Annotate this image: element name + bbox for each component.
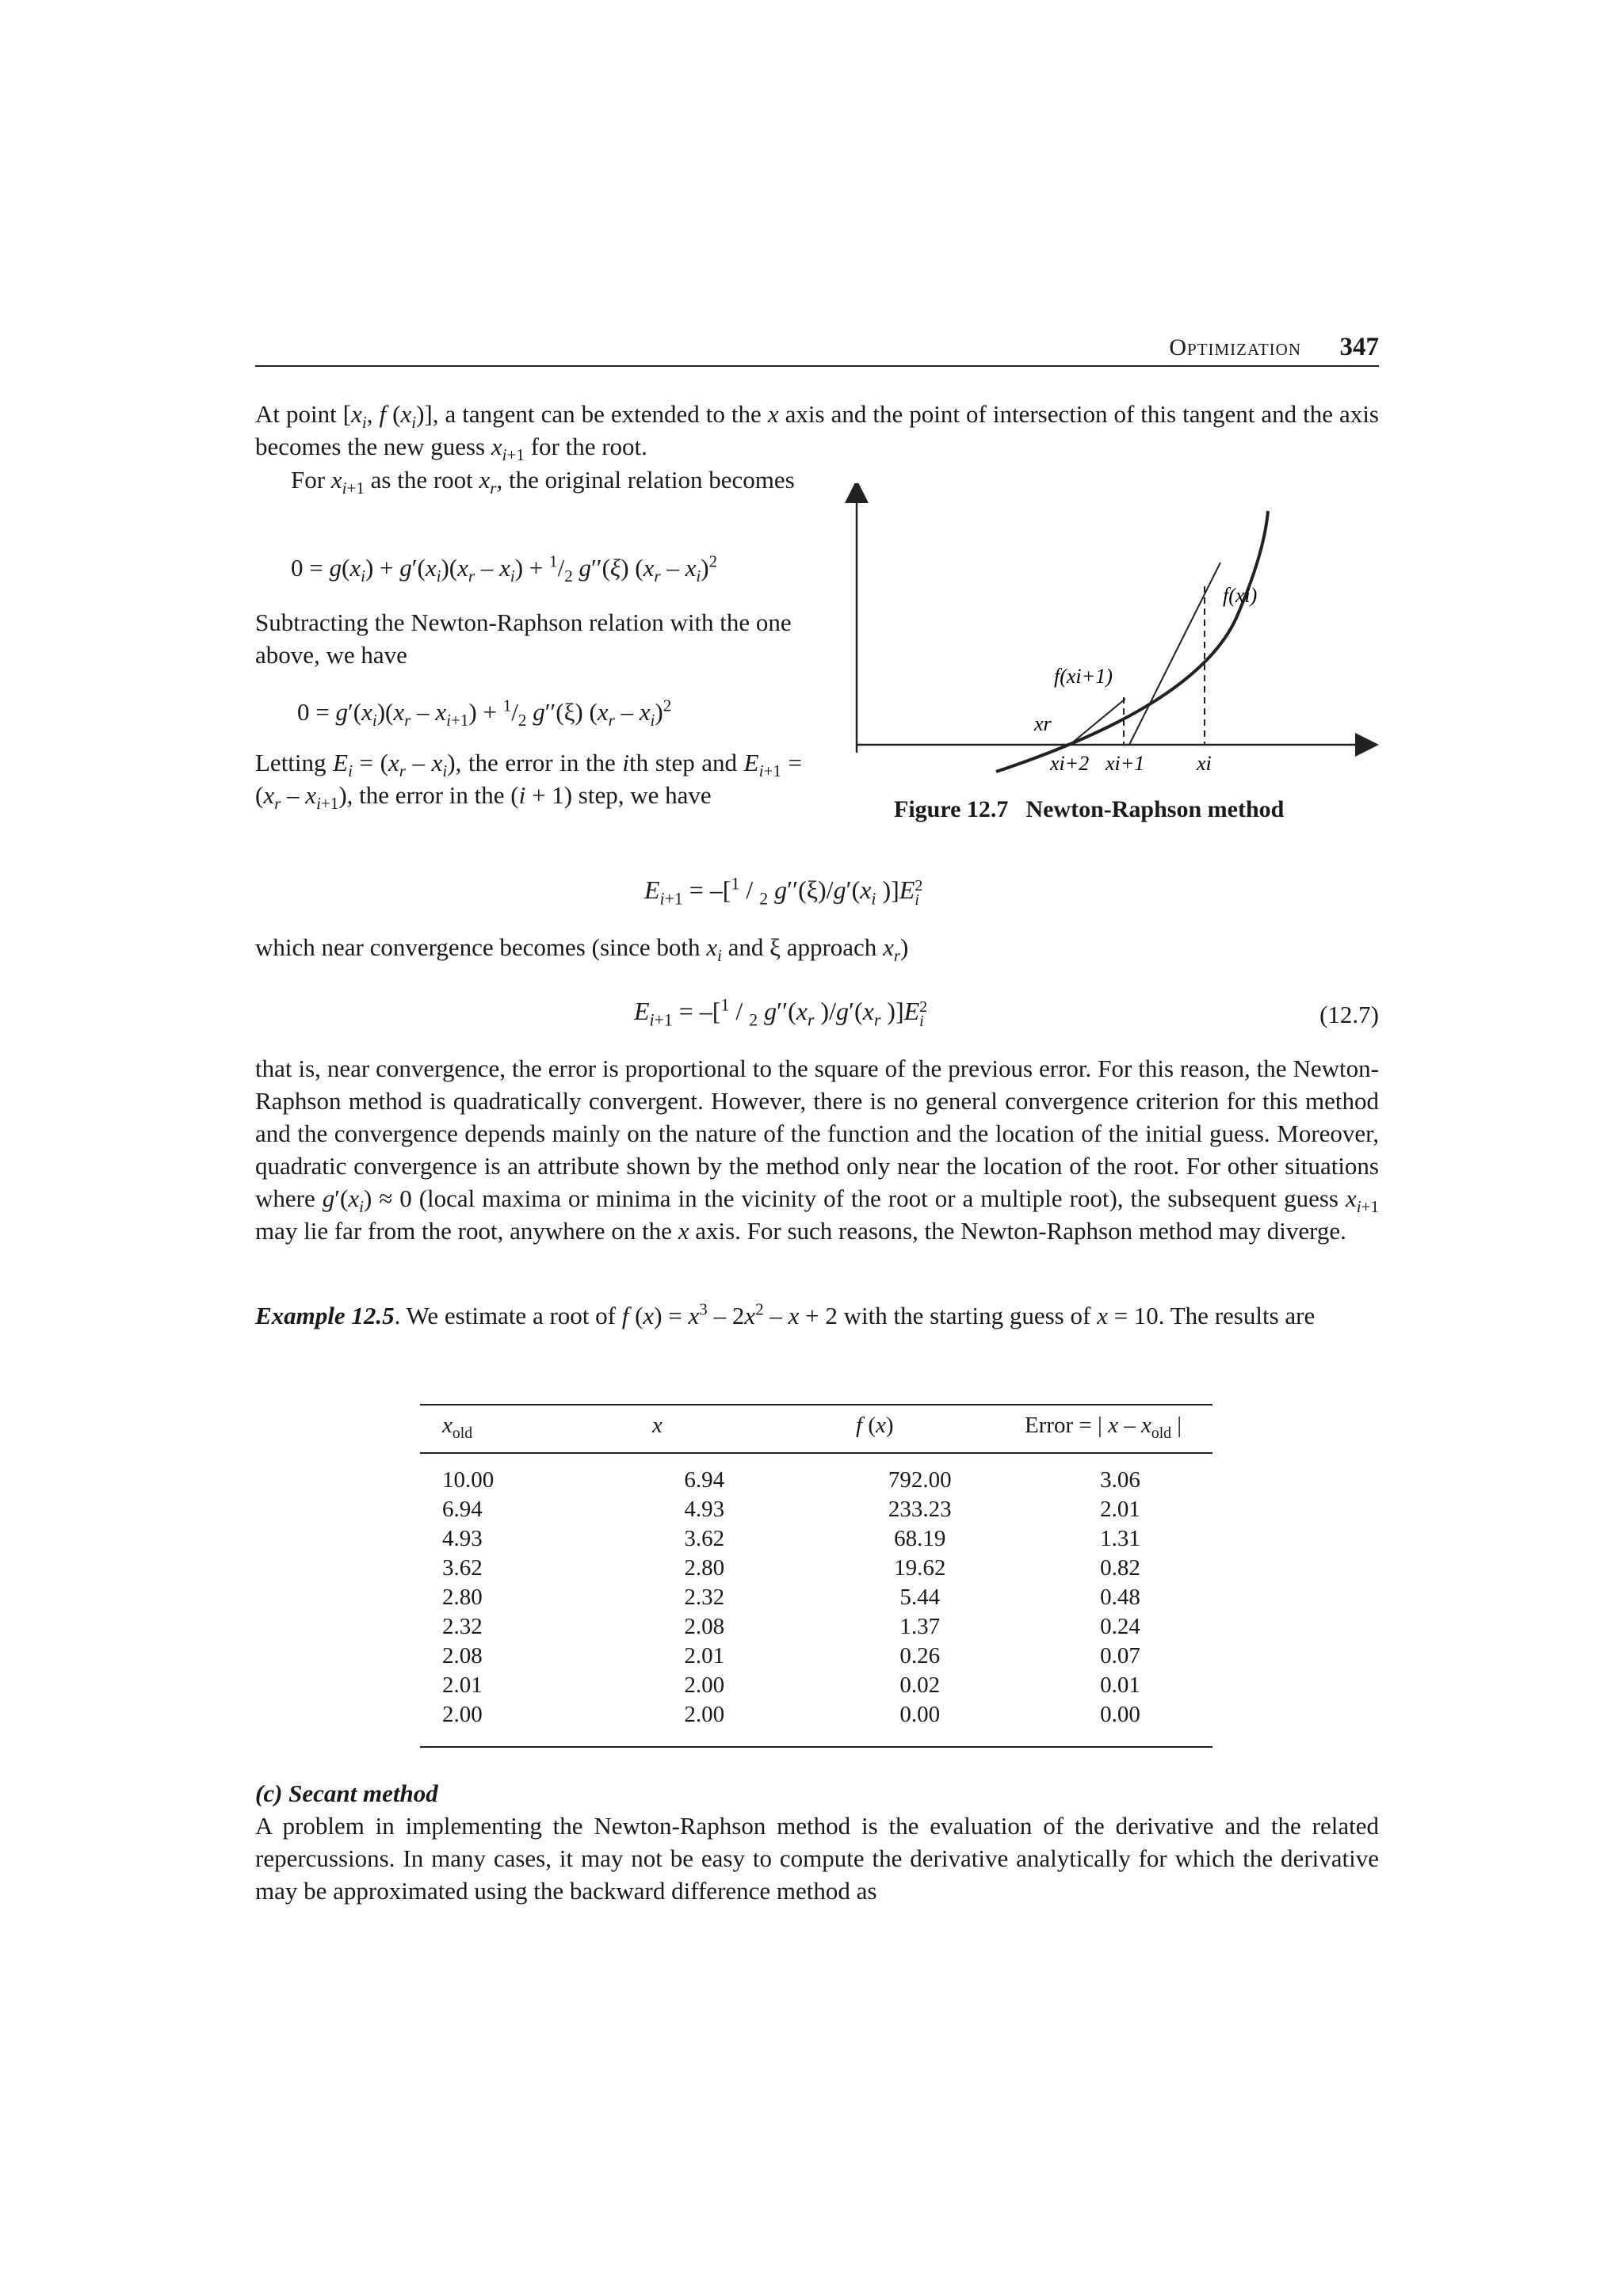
example-12-5: Example 12.5. We estimate a root of f $(x) = x^3 - 2x^2 - x + 2$ with the starting guess of x = 10. The results are (255, 1299, 1316, 1329)
results-table (420, 1466, 1212, 1730)
table-cell: 4.93 (442, 1526, 483, 1551)
table-cell: 2.01 (1100, 1497, 1140, 1522)
equation-12-7: $E_{i+1} = -[^1 / _2$ $g''(x_r$ )$/g'(x_r$ )]E 2 i (634, 995, 928, 1030)
running-header (255, 333, 1379, 369)
table-cell: 6.94 (684, 1467, 725, 1493)
table-cell: 1.37 (899, 1614, 941, 1639)
paragraph-root-relation: For $x_{i+1}$ as the root $x_r$, the original relation becomes (291, 466, 795, 498)
table-row (420, 1700, 1212, 1730)
paragraph-near-convergence: which near convergence becomes (since both $x_i$ and ξ approach $x_r$) (255, 933, 909, 966)
table-cell: 0.26 (899, 1643, 941, 1669)
paragraph-subtracting: Subtracting the Newton-Raphson relation with the one above, we have (255, 608, 792, 669)
table-cell: 19.62 (894, 1555, 946, 1581)
table-cell: 2.00 (684, 1672, 725, 1698)
running-title: Optimization (1169, 334, 1301, 360)
tangent-at-xi (1129, 563, 1220, 745)
table-cell: 0.01 (1100, 1672, 1140, 1698)
table-cell: 0.24 (1100, 1614, 1140, 1639)
equation-subtracted: $0 = g'(x_i)(x_r - x_{i+1}) + ^1/_2$ g′′(ξ) $(x_r - x_i)^2$ (297, 696, 672, 730)
paragraph-tangent: At point [$x_i$, f $(x_i)$], a tangent can be extended to the x axis and the point of intersection of this tangent and the axis becomes the new guess $x_{i+1}$ for the root. (255, 400, 1379, 465)
table-cell: 10.00 (442, 1467, 495, 1493)
table-cell: 2.01 (442, 1672, 483, 1698)
table-row (420, 1524, 1212, 1554)
header-x: x (652, 1413, 663, 1438)
newton-raphson-figure (840, 483, 1379, 800)
section-c-text: A problem in implementing the Newton-Raphson method is the evaluation of the derivative and the related repercussions. In many cases, it may not be easy to compute the derivative analytically for which the derivative may be approximated using the backward difference method as (255, 1812, 1379, 1905)
table-cell: 2.32 (442, 1614, 483, 1639)
table-cell: 0.02 (899, 1672, 941, 1698)
equation-error-relation: $E_{i+1} = -[^1 / _2$ $g''(\xi)/g'(x_i$ )]E 2 i (644, 874, 923, 909)
table-header-rule (420, 1452, 1212, 1454)
label-xi2: xi+2 (1050, 752, 1090, 775)
table-cell: 0.00 (899, 1702, 941, 1727)
table-header (420, 1413, 1212, 1444)
equation-taylor: $0 = g(x_i) + g'(x_i)(x_r - x_i) + ^1/_2$ g′′(ξ) $(x_r - x_i)^2$ (291, 551, 718, 586)
table-cell: 5.44 (899, 1585, 941, 1610)
table-cell: 2.00 (684, 1702, 725, 1727)
table-cell: 2.01 (684, 1643, 725, 1669)
table-cell: 2.08 (442, 1643, 483, 1669)
table-cell: 3.62 (684, 1526, 725, 1551)
table-cell: 2.80 (442, 1585, 483, 1610)
table-cell: 2.80 (684, 1555, 725, 1581)
label-xi1: xi+1 (1106, 752, 1145, 775)
table-row (420, 1671, 1212, 1700)
table-cell: 0.48 (1100, 1585, 1140, 1610)
table-cell: 3.62 (442, 1555, 483, 1581)
table-cell: 792.00 (888, 1467, 952, 1493)
section-c-heading: (c) Secant method (255, 1779, 438, 1807)
label-xi: xi (1197, 752, 1212, 775)
table-cell: 4.93 (684, 1497, 725, 1522)
table-cell: 0.82 (1100, 1555, 1140, 1581)
table-cell: 3.06 (1100, 1467, 1140, 1493)
equation-number: (12.7) (1319, 1001, 1379, 1028)
table-cell: 68.19 (894, 1526, 946, 1551)
table-row (420, 1612, 1212, 1642)
header-error: Error = | x – $x_{old}$ | (1025, 1413, 1182, 1442)
table-row (420, 1642, 1212, 1671)
table-cell: 0.07 (1100, 1643, 1140, 1669)
table-row (420, 1583, 1212, 1612)
table-row (420, 1495, 1212, 1524)
example-label: Example 12.5 (255, 1302, 395, 1329)
table-cell: 2.00 (442, 1702, 483, 1727)
paragraph-error-def: Letting $E_i = (x_r - x_i)$, the error in the ith step and $E_{i+1} = (x_r - x_{i+1})$, the error in the (i + 1) step, we have (255, 749, 802, 814)
table-cell: 0.00 (1100, 1702, 1140, 1727)
table-row (420, 1466, 1212, 1495)
table-cell: 2.32 (684, 1585, 725, 1610)
figure-caption: Figure 12.7 Newton-Raphson method (894, 796, 1285, 822)
table-cell: 2.08 (684, 1614, 725, 1639)
header-fx: f (x) (856, 1413, 894, 1438)
table-top-rule (420, 1404, 1212, 1405)
header-xold: $x_{old}$ (442, 1413, 473, 1442)
header-rule (255, 365, 1379, 367)
table-row (420, 1554, 1212, 1583)
table-cell: 1.31 (1100, 1526, 1140, 1551)
label-fxi: f(xi) (1223, 584, 1258, 607)
table-cell: 6.94 (442, 1497, 483, 1522)
label-fxi1: f(xi+1) (1054, 665, 1113, 688)
label-xr: xr (1034, 712, 1052, 735)
table-bottom-rule (420, 1746, 1212, 1748)
table-cell: 233.23 (888, 1497, 952, 1522)
paragraph-quadratic-convergence: that is, near convergence, the error is proportional to the square of the previous error. For this reason, the Newton-Raphson method is quadratically convergent. However, there is no general convergence criterion for this method and the convergence depends mainly on the nature of the function and the location of the initial guess. Moreover, quadratic convergence is an attribute shown by the method only near the location of the root. For other situations where $g'(x_i) \approx 0$ (local maxima or minima in the vicinity of the root or a multiple root), the subsequent guess $x_{i+1}$ may lie far from the root, anywhere on the x axis. For such reasons, the Newton-Raphson method may diverge. (255, 1055, 1379, 1245)
page-number: 347 (1339, 333, 1379, 361)
